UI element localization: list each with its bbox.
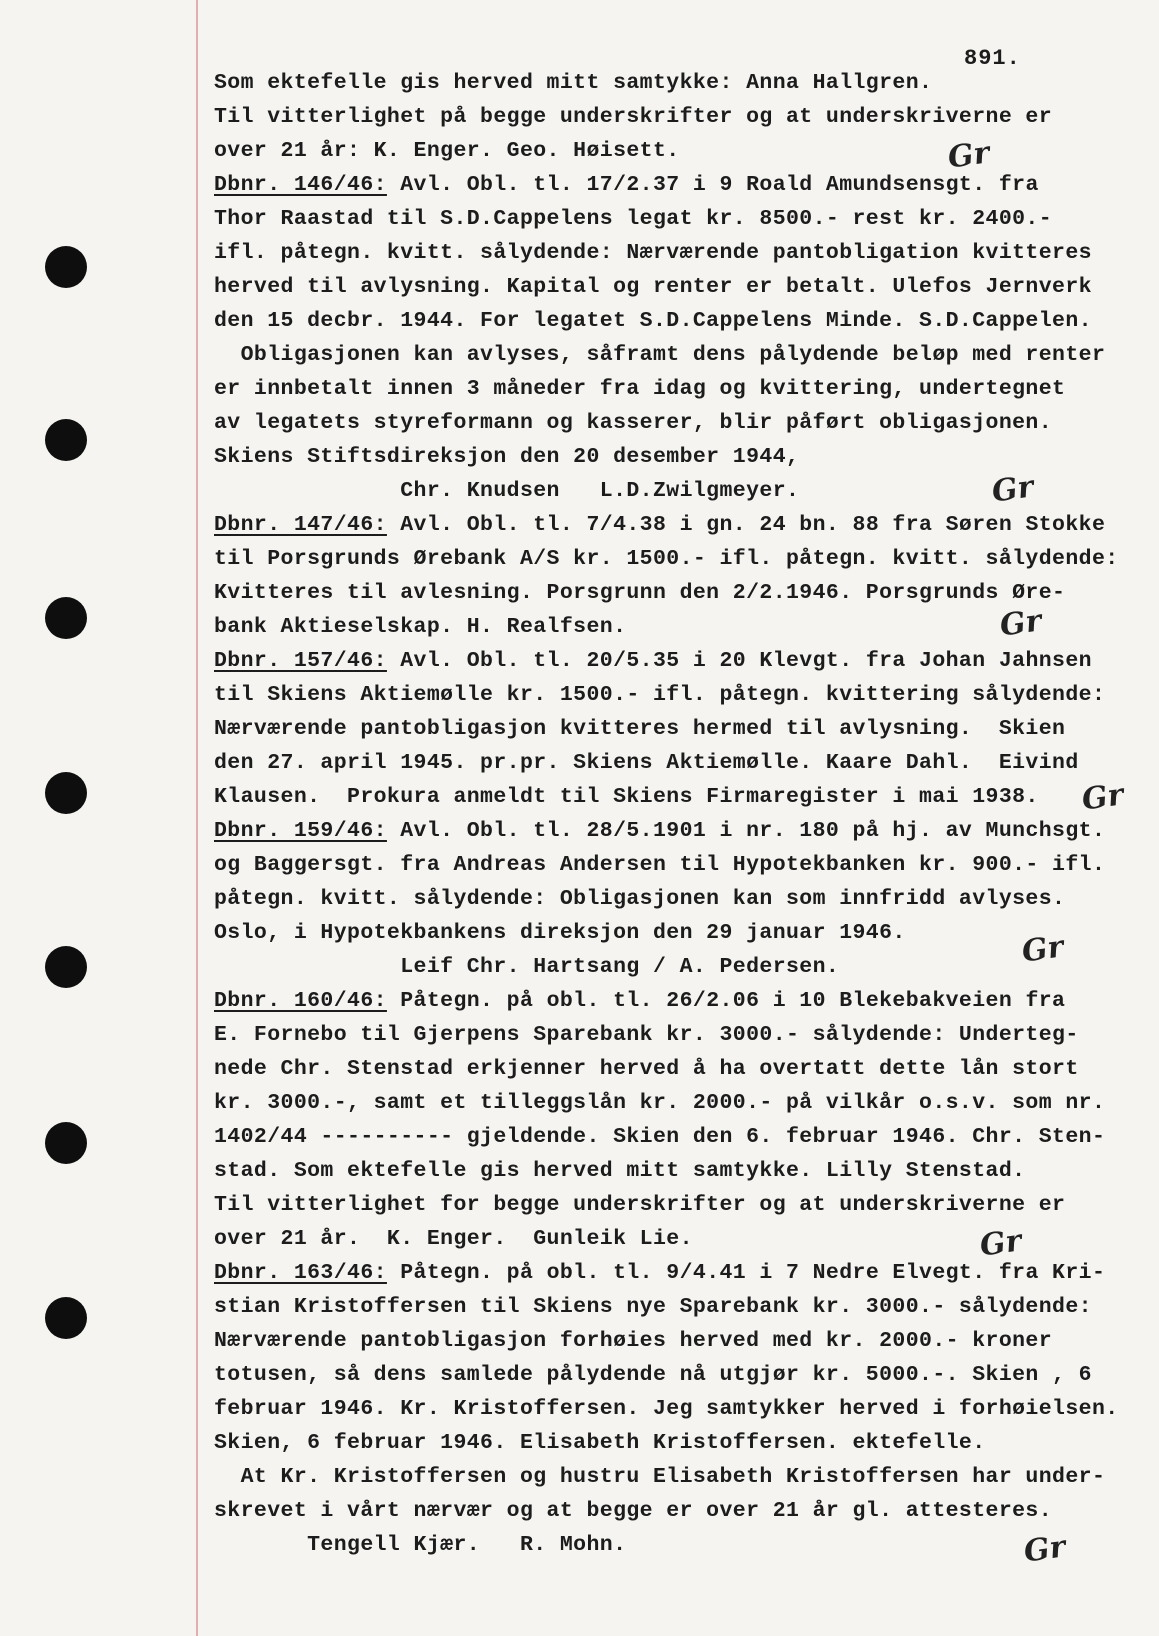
entry-first-line (214, 816, 1105, 846)
text-line: og Baggersgt. fra Andreas Andersen til Hypotekbanken kr. 900.- ifl. (214, 853, 1106, 877)
text-line: av legatets styreformann og kasserer, blir påført obligasjonen. (214, 411, 1053, 435)
text-line: Thor Raastad til S.D.Cappelens legat kr. 8500.- rest kr. 2400.- (214, 207, 1053, 231)
entry-first-line (214, 170, 1039, 200)
text-line: nede Chr. Stenstad erkjenner herved å ha overtatt dette lån stort (214, 1057, 1079, 1081)
text-line: Skiens Stiftsdireksjon den 20 desember 1944, (214, 445, 800, 469)
entry-id: Dbnr. 160/46: (214, 989, 387, 1013)
page-number: 891. (964, 46, 1021, 71)
entry-id: Dbnr. 146/46: (214, 173, 387, 197)
text-line: Kvitteres til avlesning. Porsgrunn den 2/2.1946. Porsgrunds Øre- (214, 581, 1066, 605)
entry-text: Påtegn. på obl. tl. 9/4.41 i 7 Nedre Elvegt. fra Kri- (386, 1261, 1106, 1285)
text-line: skrevet i vårt nærvær og at begge er over 21 år gl. attesteres. (214, 1499, 1053, 1523)
text-line: Skien, 6 februar 1946. Elisabeth Kristoffersen. ektefelle. (214, 1431, 986, 1455)
text-line: Til vitterlighet for begge underskrifter og at underskriverne er (214, 1193, 1066, 1217)
text-line: ifl. påtegn. kvitt. sålydende: Nærværende pantobligation kvitteres (214, 241, 1092, 265)
binder-hole (45, 772, 87, 814)
text-line: E. Fornebo til Gjerpens Sparebank kr. 3000.- sålydende: Underteg- (214, 1023, 1079, 1047)
text-line: Tengell Kjær. R. Mohn. (214, 1533, 627, 1557)
handwritten-initials: Gr (945, 135, 992, 176)
text-line: Chr. Knudsen L.D.Zwilgmeyer. (214, 479, 800, 503)
entry-text: Avl. Obl. tl. 20/5.35 i 20 Klevgt. fra Johan Jahnsen (386, 649, 1092, 673)
text-line: til Skiens Aktiemølle kr. 1500.- ifl. påtegn. kvittering sålydende: (214, 683, 1106, 707)
binder-hole (45, 597, 87, 639)
entry-first-line (214, 986, 1065, 1016)
text-line: over 21 år: K. Enger. Geo. Høisett. (214, 139, 680, 163)
text-line: bank Aktieselskap. H. Realfsen. (214, 615, 627, 639)
margin-line (196, 0, 198, 1636)
entry-text: Avl. Obl. tl. 17/2.37 i 9 Roald Amundsensgt. fra (386, 173, 1039, 197)
handwritten-initials: Gr (989, 469, 1036, 510)
entry-text: Avl. Obl. tl. 7/4.38 i gn. 24 bn. 88 fra Søren Stokke (386, 513, 1106, 537)
handwritten-initials: Gr (977, 1223, 1024, 1264)
text-line: kr. 3000.-, samt et tilleggslån kr. 2000.- på vilkår o.s.v. som nr. (214, 1091, 1106, 1115)
entry-id: Dbnr. 163/46: (214, 1261, 387, 1285)
text-line: At Kr. Kristoffersen og hustru Elisabeth Kristoffersen har under- (214, 1465, 1106, 1489)
text-line: Nærværende pantobligasjon forhøies herved med kr. 2000.- kroner (214, 1329, 1053, 1353)
binder-hole (45, 1122, 87, 1164)
text-line: til Porsgrunds Ørebank A/S kr. 1500.- ifl. påtegn. kvitt. sålydende: (214, 547, 1119, 571)
text-line: stian Kristoffersen til Skiens nye Sparebank kr. 3000.- sålydende: (214, 1295, 1092, 1319)
entry-id: Dbnr. 147/46: (214, 513, 387, 537)
text-line: Obligasjonen kan avlyses, såframt dens pålydende beløp med renter (214, 343, 1106, 367)
text-line: Leif Chr. Hartsang / A. Pedersen. (214, 955, 840, 979)
text-line: 1402/44 ---------- gjeldende. Skien den 6. februar 1946. Chr. Sten- (214, 1125, 1106, 1149)
handwritten-initials: Gr (1021, 1529, 1068, 1570)
handwritten-initials: Gr (1019, 929, 1066, 970)
text-line: påtegn. kvitt. sålydende: Obligasjonen kan som innfridd avlyses. (214, 887, 1066, 911)
text-line: Som ektefelle gis herved mitt samtykke: Anna Hallgren. (214, 71, 933, 95)
text-line: Nærværende pantobligasjon kvitteres hermed til avlysning. Skien (214, 717, 1066, 741)
binder-hole (45, 1297, 87, 1339)
entry-first-line (214, 510, 1105, 540)
text-line: Klausen. Prokura anmeldt til Skiens Firmaregister i mai 1938. (214, 785, 1039, 809)
text-line: den 27. april 1945. pr.pr. Skiens Aktiemølle. Kaare Dahl. Eivind (214, 751, 1079, 775)
entry-text: Avl. Obl. tl. 28/5.1901 i nr. 180 på hj. av Munchsgt. (386, 819, 1106, 843)
text-line: over 21 år. K. Enger. Gunleik Lie. (214, 1227, 693, 1251)
text-line: herved til avlysning. Kapital og renter er betalt. Ulefos Jernverk (214, 275, 1092, 299)
entry-first-line (214, 1258, 1105, 1288)
text-line: stad. Som ektefelle gis herved mitt samtykke. Lilly Stenstad. (214, 1159, 1026, 1183)
entry-first-line (214, 646, 1092, 676)
entry-id: Dbnr. 159/46: (214, 819, 387, 843)
handwritten-initials: Gr (997, 603, 1044, 644)
binder-hole (45, 946, 87, 988)
entry-text: Påtegn. på obl. tl. 26/2.06 i 10 Blekebakveien fra (386, 989, 1066, 1013)
text-line: februar 1946. Kr. Kristoffersen. Jeg samtykker herved i forhøielsen. (214, 1397, 1119, 1421)
entry-id: Dbnr. 157/46: (214, 649, 387, 673)
binder-hole (45, 419, 87, 461)
text-line: er innbetalt innen 3 måneder fra idag og kvittering, undertegnet (214, 377, 1066, 401)
text-line: den 15 decbr. 1944. For legatet S.D.Cappelens Minde. S.D.Cappelen. (214, 309, 1092, 333)
text-line: Oslo, i Hypotekbankens direksjon den 29 januar 1946. (214, 921, 906, 945)
handwritten-initials: Gr (1079, 777, 1126, 818)
text-line: totusen, så dens samlede pålydende nå utgjør kr. 5000.-. Skien , 6 (214, 1363, 1092, 1387)
text-line: Til vitterlighet på begge underskrifter og at underskriverne er (214, 105, 1053, 129)
binder-hole (45, 246, 87, 288)
